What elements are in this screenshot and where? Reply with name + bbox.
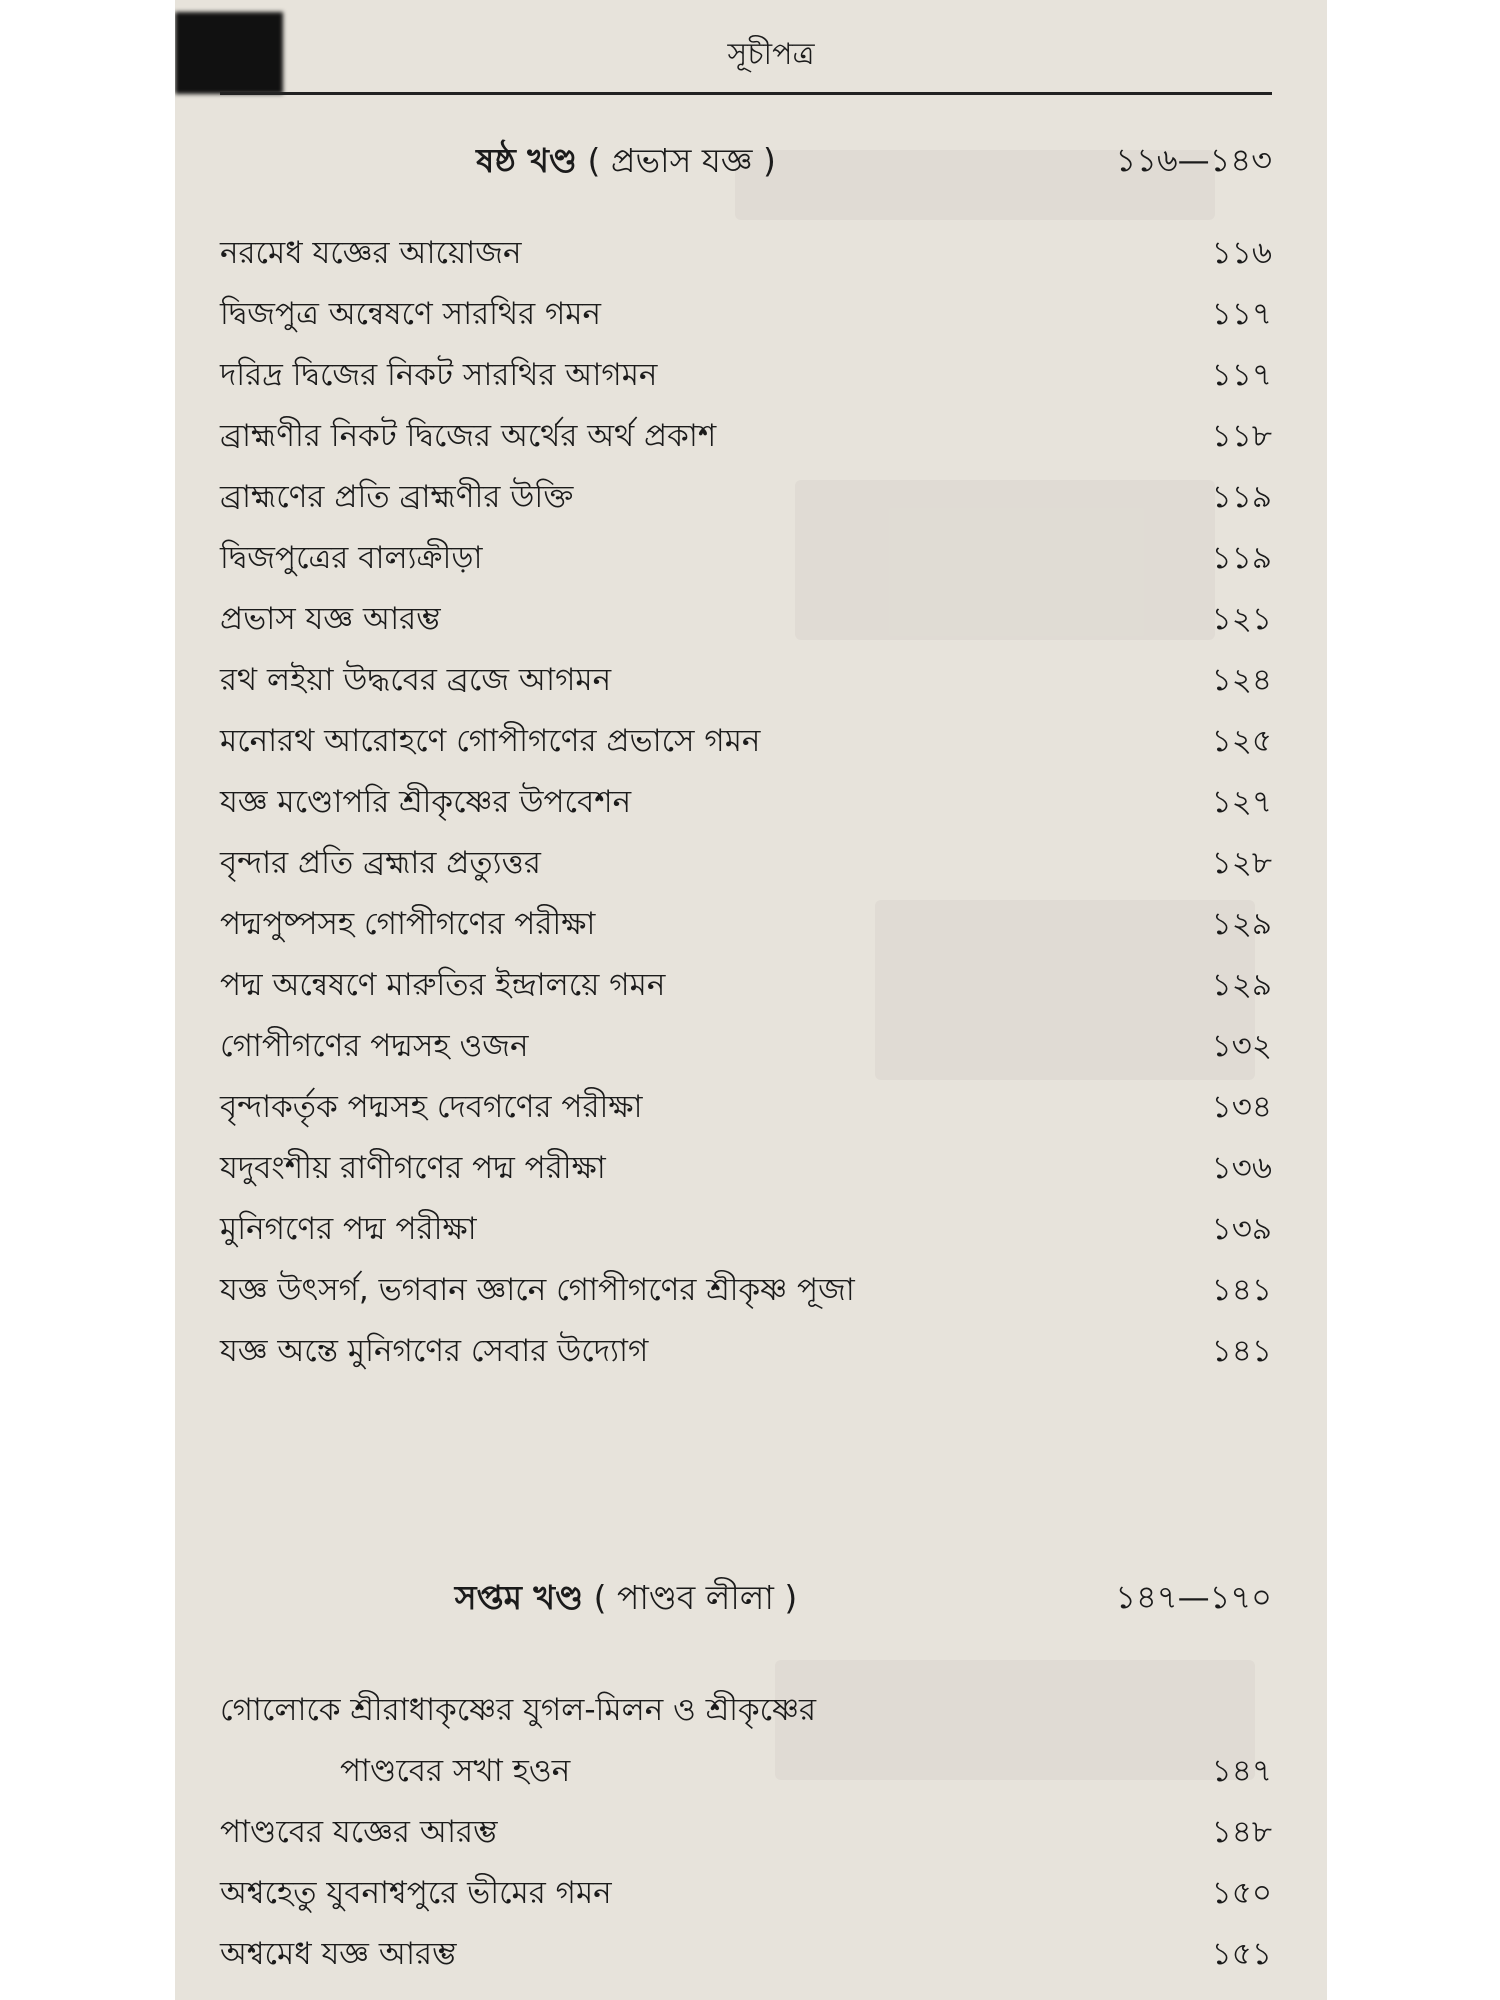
toc-entry	[220, 772, 1272, 833]
toc-entry	[220, 1680, 1272, 1802]
toc-entry-title: যজ্ঞ মণ্ডোপরি শ্রীকৃষ্ণের উপবেশন	[220, 784, 632, 820]
toc-entry-title: অশ্বমেধ যজ্ঞ আরম্ভ	[220, 1936, 457, 1972]
toc-entry-page: ১২৯	[1211, 967, 1272, 1003]
toc-entry	[220, 1077, 1272, 1138]
toc-entry-title-line1: গোলোকে শ্রীরাধাকৃষ্ণের যুগল-মিলন ও শ্রীকৃষ্ণের	[220, 1692, 817, 1728]
toc-entry-page: ১৩৯	[1211, 1211, 1272, 1247]
toc-entry-page: ১৩৪	[1211, 1089, 1272, 1125]
toc-list-section-7	[220, 1680, 1272, 1985]
toc-entry-title: রথ লইয়া উদ্ধবের ব্রজে আগমন	[220, 662, 612, 698]
toc-entry-page: ১৩৬	[1211, 1150, 1272, 1186]
toc-entry	[220, 1260, 1272, 1321]
section-heading-7	[220, 1572, 1272, 1628]
header-rule	[220, 92, 1272, 95]
toc-entry-title: গোপীগণের পদ্মসহ ওজন	[220, 1028, 529, 1064]
section-title	[220, 1572, 1032, 1628]
toc-entry-title	[220, 1680, 1162, 1802]
toc-entry	[220, 1138, 1272, 1199]
toc-entry	[220, 345, 1272, 406]
toc-entry-title: বৃন্দাকর্তৃক পদ্মসহ দেবগণের পরীক্ষা	[220, 1089, 643, 1125]
toc-entry-page: ১২৯	[1211, 906, 1272, 942]
toc-entry-page: ১১৬	[1211, 235, 1272, 271]
toc-entry-title: মনোরথ আরোহণে গোপীগণের প্রভাসে গমন	[220, 723, 761, 759]
running-head: সূচীপত্র	[727, 37, 815, 72]
toc-entry-page: ১৫১	[1211, 1936, 1272, 1972]
toc-entry-title: ব্রাহ্মণের প্রতি ব্রাহ্মণীর উক্তি	[220, 479, 574, 515]
toc-entry	[220, 711, 1272, 772]
section-title	[220, 135, 1032, 191]
toc-entry-page: ১১৭	[1211, 296, 1272, 332]
toc-entry-page: ১২৮	[1211, 845, 1272, 881]
toc-entry-page: ১৫০	[1211, 1875, 1272, 1911]
toc-entry-title: পদ্ম অন্বেষণে মারুতির ইন্দ্রালয়ে গমন	[220, 967, 666, 1003]
toc-entry-page: ১১৯	[1211, 479, 1272, 515]
toc-entry	[220, 833, 1272, 894]
toc-entry-title: দরিদ্র দ্বিজের নিকট সারথির আগমন	[220, 357, 658, 393]
section-title-sub: ( প্রভাস যজ্ঞ )	[587, 141, 776, 180]
toc-entry	[220, 1863, 1272, 1924]
toc-entry-title: পাণ্ডবের যজ্ঞের আরম্ভ	[220, 1814, 498, 1850]
toc-entry	[220, 1321, 1272, 1382]
book-page	[175, 0, 1327, 2000]
toc-entry	[220, 467, 1272, 528]
toc-entry	[220, 1016, 1272, 1077]
toc-entry-title: বৃন্দার প্রতি ব্রহ্মার প্রত্যুত্তর	[220, 845, 541, 881]
toc-entry-page: ১১৭	[1211, 357, 1272, 393]
toc-entry-title: দ্বিজপুত্রের বাল্যক্রীড়া	[220, 540, 483, 576]
toc-entry	[220, 894, 1272, 955]
section-heading-6	[220, 135, 1272, 191]
toc-entry-title-line2: পাণ্ডবের সখা হওন	[340, 1753, 571, 1789]
toc-entry	[220, 955, 1272, 1016]
toc-entry-page: ১১৯	[1211, 540, 1272, 576]
toc-entry-page: ১২১	[1211, 601, 1272, 637]
toc-entry	[220, 284, 1272, 345]
section-title-main: সপ্তম খণ্ড	[454, 1578, 584, 1617]
toc-entry-page: ১৩২	[1211, 1028, 1272, 1064]
section-page-range: ১১৬—১৪৩	[1115, 141, 1272, 179]
toc-entry-page: ১২৪	[1211, 662, 1272, 698]
toc-entry-title: মুনিগণের পদ্ম পরীক্ষা	[220, 1211, 477, 1247]
toc-entry-title: ব্রাহ্মণীর নিকট দ্বিজের অর্থের অর্থ প্রকাশ	[220, 418, 717, 454]
toc-entry	[220, 223, 1272, 284]
toc-entry-page: ১২৫	[1211, 723, 1272, 759]
toc-entry-page: ১৪১	[1211, 1272, 1272, 1308]
toc-entry	[220, 589, 1272, 650]
toc-entry	[220, 1199, 1272, 1260]
toc-entry-title: দ্বিজপুত্র অন্বেষণে সারথির গমন	[220, 296, 602, 332]
toc-entry-page: ১৪৮	[1211, 1814, 1272, 1850]
toc-entry-title: নরমেধ যজ্ঞের আয়োজন	[220, 235, 522, 271]
section-page-range: ১৪৭—১৭০	[1115, 1578, 1272, 1616]
toc-entry-page: ১২৭	[1211, 784, 1272, 820]
toc-entry	[220, 650, 1272, 711]
toc-entry	[220, 406, 1272, 467]
toc-entry-title: যদুবংশীয় রাণীগণের পদ্ম পরীক্ষা	[220, 1150, 606, 1186]
toc-entry-title: যজ্ঞ উৎসর্গ, ভগবান জ্ঞানে গোপীগণের শ্রীকৃষ্ণ পূজা	[220, 1272, 855, 1308]
toc-entry	[220, 1924, 1272, 1985]
toc-entry-title: পদ্মপুষ্পসহ গোপীগণের পরীক্ষা	[220, 906, 596, 942]
section-title-sub: ( পাণ্ডব লীলা )	[593, 1578, 798, 1617]
toc-list-section-6	[220, 223, 1272, 1382]
toc-entry-page: ১৪৭	[1211, 1753, 1272, 1789]
toc-entry-page: ১৪১	[1211, 1333, 1272, 1369]
section-title-main: ষষ্ঠ খণ্ড	[476, 141, 577, 180]
toc-entry-title: প্রভাস যজ্ঞ আরম্ভ	[220, 601, 441, 637]
toc-entry-page: ১১৮	[1211, 418, 1272, 454]
toc-entry-title: যজ্ঞ অন্তে মুনিগণের সেবার উদ্যোগ	[220, 1333, 649, 1369]
toc-entry-title: অশ্বহেতু যুবনাশ্বপুরে ভীমের গমন	[220, 1875, 612, 1911]
toc-entry	[220, 528, 1272, 589]
toc-entry	[220, 1802, 1272, 1863]
